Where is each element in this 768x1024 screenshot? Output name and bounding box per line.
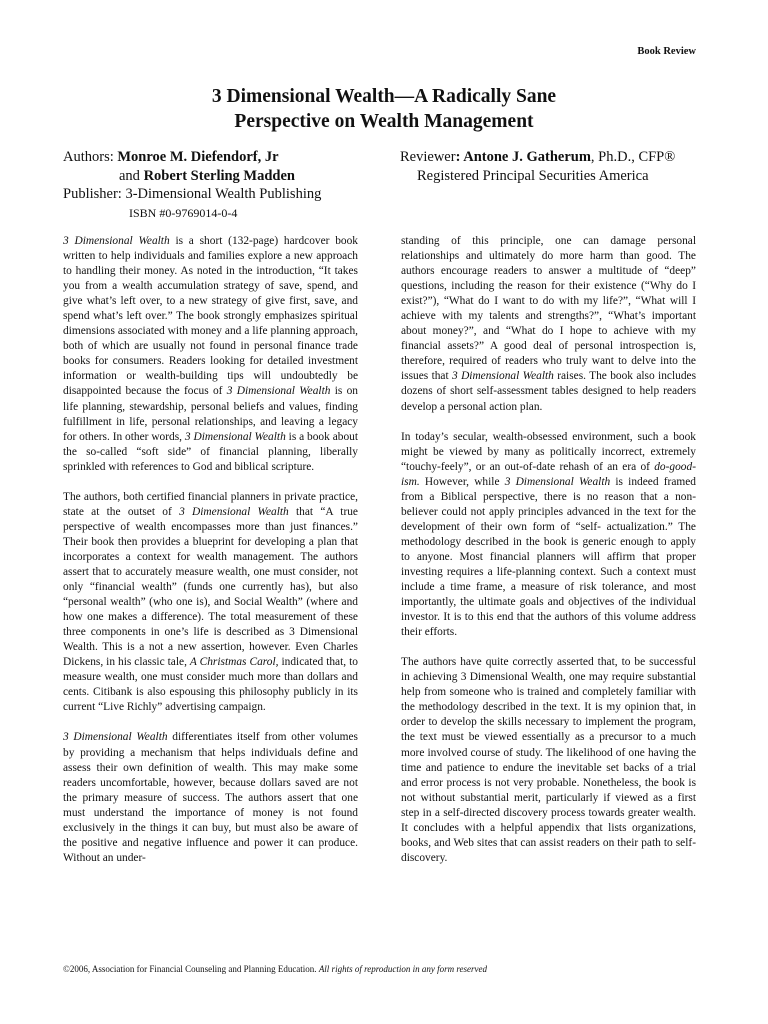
- paragraph-text: indicated that, to measure wealth, one must consider much more than dollars and cents. Citibank is also espousing this philosophy publicly in its current “Live Richly” advertising campaign.: [63, 656, 358, 714]
- paragraph-text: The authors, both certified financial planners in private practice, state at the outset of: [63, 490, 358, 518]
- right-column: [401, 234, 696, 881]
- paragraph-text: is on life planning, stewardship, personal beliefs and values, finding fulfillment in life, personal relationships, and leaving a legacy for others. In other words,: [63, 385, 359, 443]
- paragraph-2: [63, 490, 358, 716]
- reviewer-metadata: [400, 148, 700, 185]
- book-title-italic: 3 Dimensional Wealth: [226, 385, 331, 398]
- reviewer-credentials: , Ph.D., CFP®: [590, 149, 676, 165]
- author-name-2: Robert Sterling Madden: [143, 167, 295, 184]
- paragraph-text: is indeed framed from a Biblical perspective, there is no reason that a non-believer could not apply principles advanced in the text for the development of their own form of “self- actualization.” The methodology described in the book is generic enough to apply to anyone. Most financial planners will affirm that proper investing requires a life-planning context. Such a context must include a time frame, a measure of risk tolerance, and most importantly, the ultimate goals and objectives of the individual investor. It is to this end that the authors of this volume address their efforts.: [401, 475, 696, 639]
- copyright-text: ©2006, Association for Financial Counseling and Planning Education.: [63, 964, 319, 974]
- authors-label: Authors:: [63, 149, 118, 165]
- paragraph-6: [401, 655, 696, 866]
- authors-line: [63, 148, 413, 167]
- title-line-1: 3 Dimensional Wealth—A Radically Sane: [211, 86, 557, 107]
- paragraph-text: In today’s secular, wealth-obsessed environment, such a book might be viewed by many as politically incorrect, extremely “touchy-feely”, or an out-of-date rehash of an era of: [401, 430, 696, 473]
- left-column: [63, 234, 358, 881]
- book-metadata: [63, 148, 413, 222]
- reviewer-colon: :: [455, 149, 464, 165]
- publisher-line: [63, 185, 413, 204]
- paragraph-text: that “A true perspective of wealth encompasses more than just finances.” Their book then provides a blueprint for developing a plan that incorporates a context for wealth management. The authors assert that to accurately measure wealth, one must consider, not only “financial wealth” (funds one currently has), but also “personal wealth” (who one is), and Social Wealth” (where and how one makes a difference). The total measurement of these three components in one’s life is described as 3 Dimensional Wealth. This is a not a new assertion, however. Even Charles Dickens, in his classic tale,: [63, 505, 358, 669]
- book-title-italic: 3 Dimensional Wealth: [63, 731, 168, 744]
- paragraph-text: is a short (132-page) hardcover book written to help individuals and families explore a new approach to handling their money. As noted in the introduction, “It takes you from a wealth accumulation strategy of save, spend, and give what’s left over, to a new strategy of give first, save, and spend what’s left over.” The book strongly emphasizes spiritual dimensions associated with money and a life planning approach, both of which are usually not found in personal finance trade books for consumers. Readers looking for detailed investment information or wealth-building tips will undoubtedly be disappointed because the focus of: [63, 235, 358, 398]
- book-title-italic: A Christmas Carol,: [189, 656, 279, 669]
- paragraph-text: is a book about the so-called “soft side” of financial planning, liberally sprinkled with references to God and biblical scripture.: [63, 430, 358, 473]
- paragraph-text: standing of this principle, one can damage personal relationships and ultimately do more harm than good. The authors encourage readers to answer a multitude of “deep” questions, including the reason for their existence (“Why do I exist?”), “What do I want to do with my life?”, “What will I achieve with my talents and strengths?”, “What’s important about money?”, and “What do I hope to achieve with my financial assets?” A good deal of personal introspection is, therefore, required of readers who truly want to delve into the issues that: [401, 235, 696, 383]
- and-label: and: [119, 167, 144, 184]
- publisher-name: 3-Dimensional Wealth Publishing: [125, 186, 322, 202]
- reviewer-affiliation: Registered Principal Securities America: [417, 167, 649, 184]
- reviewer-line: [400, 148, 700, 167]
- paragraph-3: [63, 730, 358, 865]
- rights-text: All rights of reproduction in any form reserved: [318, 964, 488, 974]
- reviewer-label: Reviewer: [400, 149, 456, 165]
- isbn-line: ISBN #0-9769014-0-4: [129, 205, 238, 220]
- paragraph-text: differentiates itself from other volumes by providing a mechanism that helps individuals define and assess their own definition of wealth. This may make some readers uncomfortable, however, because dollars saved are not the primary measure of success. The authors assert that one must understand the importance of money is not found exclusively in the things it can buy, but must also be aware of the positive and negative influence and power it can produce. Without an under-: [63, 731, 358, 864]
- publisher-label: Publisher:: [63, 186, 126, 202]
- authors-line-2: [63, 167, 413, 186]
- section-label: Book Review: [637, 46, 696, 57]
- book-title-italic: 3 Dimensional Wealth: [452, 370, 554, 383]
- paragraph-4: [401, 234, 696, 415]
- title-line-2: Perspective on Wealth Management: [234, 111, 534, 132]
- italic-term: do-good-ism.: [401, 460, 696, 488]
- paragraph-5: [401, 430, 696, 641]
- paragraph-text: The authors have quite correctly asserted that, to be successful in achieving 3 Dimensional Wealth, one may require substantial help from someone who is trained and completely familiar with the methodology described in the text. It is my opinion that, in order to develop the skills necessary to implement the program, the text must be viewed essentially as a precursor to a much more involved course of study. The likelihood of one having the time and patience to endure the inevitable set backs of a trial and error process is not very probable. Nonetheless, the book is not without substantial merit, particularly if viewed as a first step in a self-directed discovery process towards greater wealth. It concludes with a helpful appendix that lists organizations, books, and Web sites that can assist readers on their path to self-discovery.: [401, 656, 696, 864]
- author-name-1: Monroe M. Diefendorf, Jr: [117, 149, 279, 165]
- copyright-footer: [63, 964, 487, 974]
- book-title-italic: 3 Dimensional Wealth: [504, 475, 611, 488]
- paragraph-1: [63, 234, 358, 475]
- paragraph-text: raises. The book also includes dozens of short self-assessment tables designed to help readers develop a personal action plan.: [401, 370, 696, 413]
- reviewer-name: Antone J. Gatherum: [463, 149, 591, 165]
- paragraph-text: However, while: [419, 475, 505, 488]
- article-title: [0, 84, 768, 134]
- book-title-italic: 3 Dimensional Wealth: [63, 235, 170, 247]
- book-title-italic: 3 Dimensional Wealth: [179, 505, 289, 518]
- book-title-italic: 3 Dimensional Wealth: [184, 430, 286, 443]
